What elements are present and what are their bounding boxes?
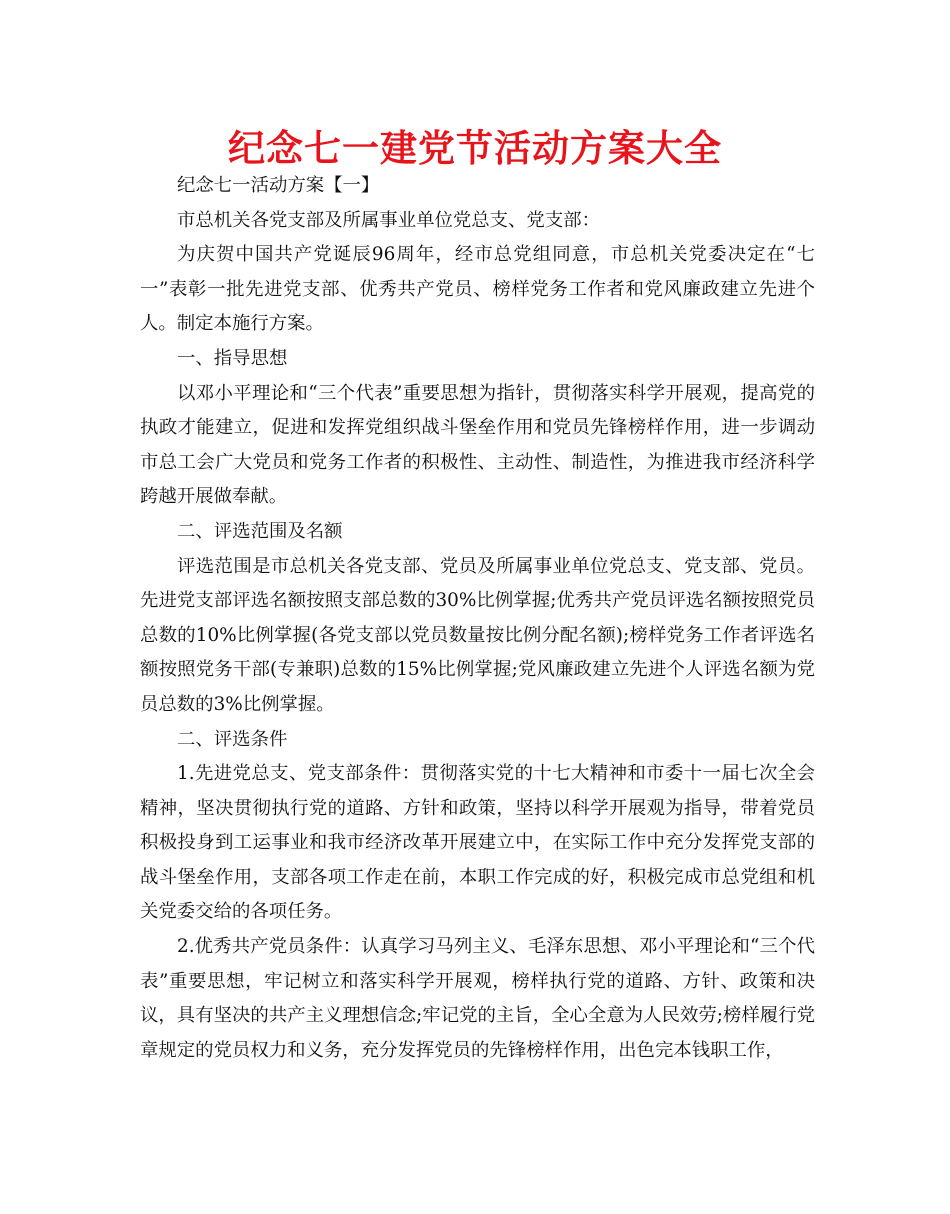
paragraph-heading-plan-one: 纪念七一活动方案【一】: [177, 175, 380, 196]
document-title: 纪念七一建党节活动方案大全: [228, 127, 722, 170]
paragraph-criteria-branch: 1.先进党总支、党支部条件：贯彻落实党的十七大精神和市委十一届七次全会精神，坚决贯彻执行党的道路、方针和政策，坚持以科学开展观为指导，带着党员积极投身到工运事业和我市经济改革开展建立中，在实际工作中充分发挥党支部的战斗堡垒作用，支部各项工作走在前，本职工作完成的好，积极完成市总党组和机关党委交给的各项任务。: [140, 763, 815, 923]
section-heading-criteria: 二、评选条件: [177, 728, 288, 750]
document-body: [140, 169, 815, 1068]
section-heading-scope-quota: 二、评选范围及名额: [177, 520, 343, 542]
paragraph-criteria-member: 2.优秀共产党员条件：认真学习马列主义、毛泽东思想、邓小平理论和“三个代表”重要思想，牢记树立和落实科学开展观，榜样执行党的道路、方针、政策和决议，具有坚决的共产主义理想信念;牢记党的主旨，全心全意为人民效劳;榜样履行党章规定的党员权力和义务，充分发挥党员的先锋榜样作用，出色完本钱职工作，: [140, 936, 815, 1061]
paragraph-intro: 为庆贺中国共产党诞辰96周年，经市总党组同意，市总机关党委决定在“七一”表彰一批先进党支部、优秀共产党员、榜样党务工作者和党风廉政建立先进个人。制定本施行方案。: [140, 244, 815, 335]
paragraph-guiding-thought: 以邓小平理论和“三个代表”重要思想为指针，贯彻落实科学开展观，提高党的执政才能建立，促进和发挥党组织战斗堡垒作用和党员先锋榜样作用，进一步调动市总工会广大党员和党务工作者的积极性、主动性、制造性，为推进我市经济科学跨越开展做奉献。: [140, 382, 815, 508]
paragraph-scope-quota: 评选范围是市总机关各党支部、党员及所属事业单位党总支、党支部、党员。先进党支部评选名额按照支部总数的30%比例掌握;优秀共产党员评选名额按照党员总数的10%比例掌握(各党支部以党员数量按比例分配名额);榜样党务工作者评选名额按照党务干部(专兼职)总数的15%比例掌握;党风廉政建立先进个人评选名额为党员总数的3%比例掌握。: [140, 555, 815, 715]
section-heading-guiding-thought: 一、指导思想: [177, 347, 288, 369]
paragraph-salutation: 市总机关各党支部及所属事业单位党总支、党支部：: [177, 209, 600, 231]
